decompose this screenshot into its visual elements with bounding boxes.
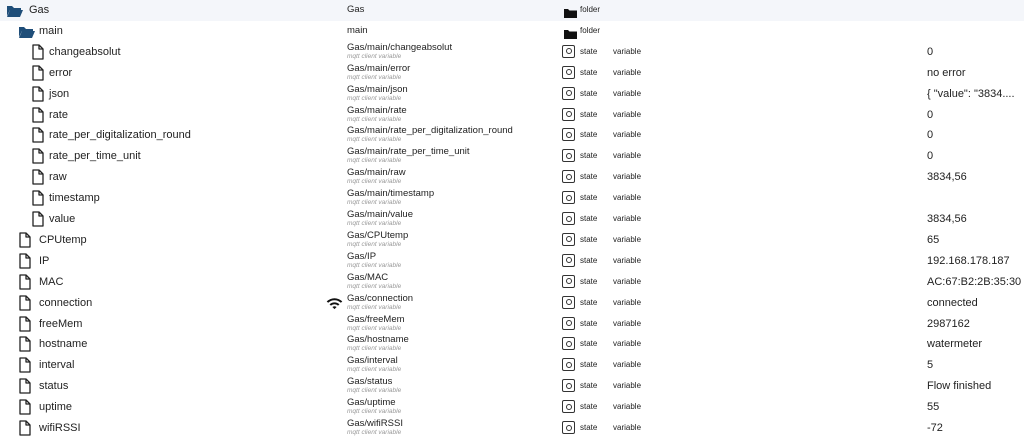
object-name: connection [39, 296, 93, 309]
object-value[interactable]: 0 [927, 150, 934, 163]
object-id: Gas/uptime [347, 397, 396, 409]
object-role-label: variable [613, 193, 642, 203]
object-name: MAC [39, 275, 64, 288]
state-type-icon[interactable] [562, 108, 575, 121]
object-id-cell [347, 355, 547, 373]
file-icon[interactable] [31, 86, 45, 102]
object-role-label: variable [613, 109, 642, 119]
object-name: main [39, 24, 63, 37]
tree-row-state[interactable] [0, 355, 1024, 376]
object-description: mqtt client variable [347, 178, 402, 186]
object-role-label: variable [613, 381, 642, 391]
object-type-label: folder [580, 25, 601, 35]
object-id: Gas/IP [347, 250, 377, 262]
object-role-label: variable [613, 151, 642, 161]
file-icon[interactable] [18, 357, 32, 373]
object-value[interactable]: 0 [927, 129, 934, 142]
object-type-label: state [580, 214, 598, 223]
object-description: mqtt client variable [347, 429, 402, 436]
object-name: wifiRSSI [39, 422, 81, 434]
object-id-cell [347, 397, 547, 415]
object-value[interactable]: 5 [927, 359, 934, 372]
object-id: Gas/CPUtemp [347, 229, 409, 241]
object-id-cell [347, 84, 547, 102]
object-value[interactable]: 55 [927, 401, 940, 414]
file-icon[interactable] [18, 399, 32, 415]
state-type-icon[interactable] [562, 421, 575, 434]
object-role-label: variable [613, 402, 642, 412]
object-id: Gas/hostname [347, 334, 409, 346]
object-id-cell [347, 376, 547, 394]
tree-row-state[interactable] [0, 105, 1024, 126]
state-type-icon[interactable] [562, 212, 575, 225]
object-description: mqtt client variable [347, 199, 402, 207]
object-type-label: state [580, 276, 598, 286]
object-name: status [39, 380, 69, 393]
file-icon[interactable] [18, 336, 32, 352]
object-id-cell [347, 21, 547, 36]
object-role-label: variable [613, 172, 642, 182]
file-icon[interactable] [18, 378, 32, 394]
object-value[interactable]: 3834,56 [927, 213, 967, 225]
object-role-label: variable [613, 46, 642, 56]
object-name: interval [39, 359, 75, 372]
object-id: Gas/interval [347, 355, 398, 367]
tree-row-state[interactable] [0, 251, 1024, 272]
object-role-label: variable [613, 276, 642, 286]
object-type-label: state [580, 255, 598, 265]
object-name: IP [39, 254, 50, 267]
object-type-label: state [580, 151, 598, 161]
object-role-label: variable [613, 339, 642, 349]
object-description: mqtt client variable [347, 220, 402, 227]
tree-row-state[interactable] [0, 293, 1024, 314]
object-name: hostname [39, 338, 88, 351]
object-description: mqtt client variable [347, 157, 402, 165]
object-id: Gas/freeMem [347, 313, 405, 325]
object-type-label: state [580, 172, 598, 182]
object-id-cell [347, 314, 547, 332]
file-icon[interactable] [18, 232, 32, 248]
object-value[interactable]: connected [927, 296, 978, 309]
object-id: Gas/main/rate [347, 104, 407, 116]
file-icon[interactable] [18, 295, 32, 311]
state-type-icon[interactable] [562, 191, 575, 204]
object-id: Gas/wifiRSSI [347, 418, 403, 429]
object-id-cell [347, 230, 547, 248]
object-value[interactable]: 192.168.178.187 [927, 254, 1010, 267]
object-value[interactable]: 0 [927, 45, 934, 58]
object-description: mqtt client variable [347, 136, 402, 144]
state-type-icon[interactable] [562, 149, 575, 162]
object-id-cell [347, 293, 547, 311]
object-type-label: state [580, 193, 598, 203]
file-icon[interactable] [31, 169, 45, 185]
object-description: mqtt client variable [347, 282, 402, 290]
object-id: Gas/main/value [347, 209, 414, 220]
state-type-icon[interactable] [562, 254, 575, 267]
tree-row-state[interactable] [0, 314, 1024, 335]
object-description: mqtt client variable [347, 94, 402, 102]
object-type-label: state [580, 88, 598, 98]
object-name: raw [49, 171, 67, 184]
file-icon[interactable] [31, 107, 45, 123]
folder-open-icon[interactable] [18, 25, 36, 41]
object-type-label: state [580, 46, 598, 56]
object-id: Gas/main/rate_per_digitalization_round [347, 125, 513, 137]
object-id-cell [347, 105, 547, 123]
object-name: changeabsolut [49, 45, 121, 58]
file-icon[interactable] [31, 44, 45, 60]
state-type-icon[interactable] [562, 379, 575, 392]
state-type-icon[interactable] [562, 170, 575, 183]
object-role-label: variable [613, 130, 642, 140]
object-type-label: state [580, 67, 598, 77]
folder-type-icon [564, 5, 577, 15]
file-icon[interactable] [31, 148, 45, 164]
object-name: json [49, 87, 70, 100]
object-id-cell [347, 0, 547, 15]
object-type-label: state [580, 130, 598, 140]
file-icon[interactable] [18, 316, 32, 332]
tree-row-state[interactable] [0, 397, 1024, 418]
object-type-label: state [580, 297, 598, 307]
tree-row-state[interactable] [0, 167, 1024, 188]
object-description: mqtt client variable [347, 240, 402, 248]
object-id-cell [347, 63, 547, 81]
tree-row-state[interactable] [0, 84, 1024, 105]
object-id-cell [347, 146, 547, 164]
object-role-label: variable [613, 67, 642, 77]
tree-row-state[interactable] [0, 209, 1024, 230]
object-id-cell [347, 418, 547, 436]
object-value[interactable]: 0 [927, 108, 934, 121]
object-id-cell [347, 334, 547, 352]
object-value[interactable]: AC:67:B2:2B:35:30 [927, 275, 1021, 288]
object-value[interactable]: 65 [927, 233, 940, 246]
object-type-label: state [580, 339, 598, 349]
object-type-label: state [580, 423, 598, 432]
object-name: rate_per_time_unit [49, 150, 141, 163]
state-type-icon[interactable] [562, 317, 575, 330]
object-id: Gas/main/error [347, 62, 411, 74]
tree-row-state[interactable] [0, 188, 1024, 209]
object-role-label: variable [613, 360, 642, 370]
tree-row-folder[interactable] [0, 0, 1024, 21]
object-value[interactable]: Flow finished [927, 380, 992, 393]
object-description: mqtt client variable [347, 366, 402, 374]
object-role-label: variable [613, 423, 642, 432]
object-id: Gas/MAC [347, 271, 389, 283]
object-name: uptime [39, 401, 73, 414]
object-id: Gas [347, 4, 365, 15]
object-role-label: variable [613, 214, 642, 223]
file-icon[interactable] [18, 274, 32, 290]
tree-row-state[interactable] [0, 42, 1024, 63]
object-type-label: state [580, 381, 598, 391]
tree-row-state[interactable] [0, 146, 1024, 167]
object-value[interactable]: no error [927, 66, 966, 79]
object-id-cell [347, 209, 547, 227]
object-role-label: variable [613, 255, 642, 265]
object-id: Gas/main/changeabsolut [347, 41, 453, 53]
object-name: freeMem [39, 317, 83, 330]
file-icon[interactable] [31, 65, 45, 81]
file-icon[interactable] [18, 420, 32, 436]
object-role-label: variable [613, 318, 642, 328]
object-id-cell [347, 251, 547, 269]
folder-type-icon [564, 26, 577, 36]
object-description: mqtt client variable [347, 387, 402, 395]
tree-row-state[interactable] [0, 418, 1024, 439]
object-type-label: state [580, 360, 598, 370]
object-id: Gas/status [347, 376, 393, 388]
object-value[interactable]: 3834,56 [927, 171, 967, 184]
state-type-icon[interactable] [562, 45, 575, 58]
state-type-icon[interactable] [562, 128, 575, 141]
state-type-icon[interactable] [562, 296, 575, 309]
object-id: Gas/main/rate_per_time_unit [347, 146, 470, 158]
state-type-icon[interactable] [562, 87, 575, 100]
object-id: Gas/connection [347, 292, 414, 304]
object-type-label: folder [580, 5, 601, 14]
state-type-icon[interactable] [562, 400, 575, 413]
object-id: Gas/main/timestamp [347, 188, 435, 200]
object-description: mqtt client variable [347, 408, 402, 416]
object-value[interactable]: watermeter [927, 338, 983, 351]
object-role-label: variable [613, 234, 642, 244]
file-icon[interactable] [31, 127, 45, 143]
object-id-cell [347, 42, 547, 60]
tree-row-state[interactable] [0, 230, 1024, 251]
object-name: error [49, 66, 73, 79]
object-id-cell [347, 167, 547, 185]
state-type-icon[interactable] [562, 337, 575, 350]
object-name: timestamp [49, 192, 100, 205]
tree-row-state[interactable] [0, 63, 1024, 84]
file-icon[interactable] [18, 253, 32, 269]
object-description: mqtt client variable [347, 115, 402, 123]
object-name: rate_per_digitalization_round [49, 129, 191, 142]
folder-open-icon[interactable] [6, 4, 24, 20]
state-type-icon[interactable] [562, 275, 575, 288]
object-description: mqtt client variable [347, 261, 402, 269]
tree-row-folder[interactable] [0, 21, 1024, 42]
object-description: mqtt client variable [347, 73, 402, 81]
object-role-label: variable [613, 297, 642, 307]
tree-row-state[interactable] [0, 272, 1024, 293]
object-name: value [49, 213, 76, 225]
object-type-label: state [580, 234, 598, 244]
object-name: rate [49, 108, 68, 121]
object-role-label: variable [613, 88, 642, 98]
state-type-icon[interactable] [562, 358, 575, 371]
object-id: main [347, 24, 368, 36]
object-value[interactable]: { "value": "3834.... [927, 87, 1015, 100]
tree-row-state[interactable] [0, 376, 1024, 397]
object-id-cell [347, 188, 547, 206]
object-name: CPUtemp [39, 233, 87, 246]
object-id-cell [347, 272, 547, 290]
object-id-cell [347, 125, 547, 143]
state-type-icon[interactable] [562, 233, 575, 246]
wifi-icon [326, 295, 343, 312]
object-type-label: state [580, 109, 598, 119]
object-id: Gas/main/raw [347, 167, 406, 179]
object-type-label: state [580, 402, 598, 412]
file-icon[interactable] [31, 190, 45, 206]
object-description: mqtt client variable [347, 52, 402, 60]
file-icon[interactable] [31, 211, 45, 227]
object-name: Gas [29, 4, 50, 16]
tree-row-state[interactable] [0, 334, 1024, 355]
state-type-icon[interactable] [562, 66, 575, 79]
object-id: Gas/main/json [347, 83, 408, 95]
object-description: mqtt client variable [347, 303, 402, 311]
object-type-label: state [580, 318, 598, 328]
object-description: mqtt client variable [347, 345, 402, 353]
object-value[interactable]: 2987162 [927, 317, 970, 330]
object-description: mqtt client variable [347, 324, 402, 332]
tree-row-state[interactable] [0, 125, 1024, 146]
object-value[interactable]: -72 [927, 422, 943, 434]
